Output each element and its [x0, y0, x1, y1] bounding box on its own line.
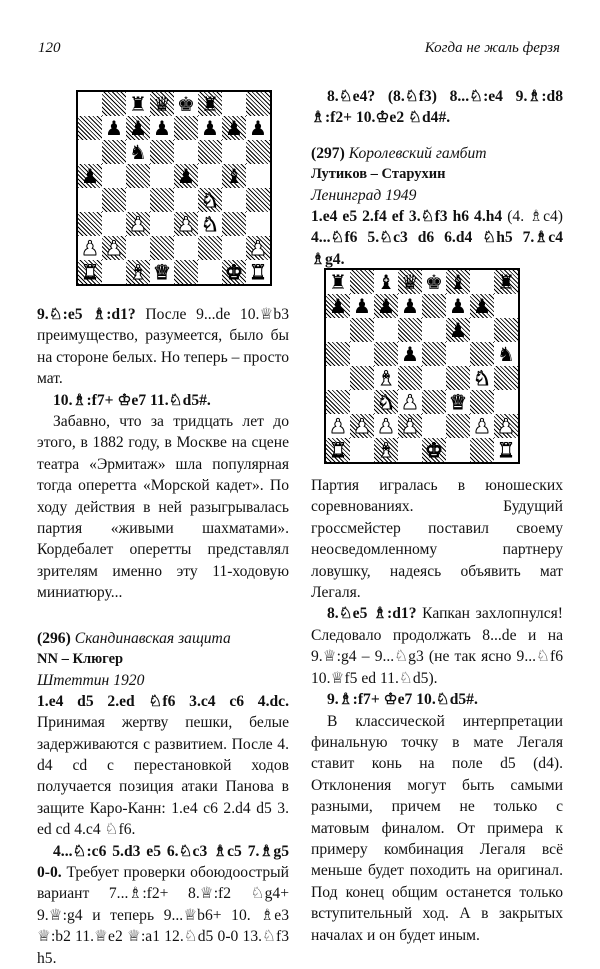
board-square [374, 366, 398, 390]
board-square [198, 260, 222, 284]
board-square [222, 236, 246, 260]
white-pawn-icon: ♟ [353, 414, 371, 438]
board-square [78, 188, 102, 212]
board-square [470, 294, 494, 318]
paragraph [311, 689, 563, 710]
board-square [198, 92, 222, 116]
board-square [374, 414, 398, 438]
board-square [174, 116, 198, 140]
board-square [446, 318, 470, 342]
board-square [126, 236, 150, 260]
board-square [198, 116, 222, 140]
move-sequence: 1.e4 e5 2.f4 ef 3.♘f3 h6 4.h4 [311, 207, 503, 225]
board-square [102, 236, 126, 260]
white-pawn-icon: ♟ [177, 212, 195, 236]
commentary: После 9...de 10.♕b3 преимущество, разумеется, было бы на стороне белых. Но теперь – просто мат. [37, 306, 289, 388]
paragraph [311, 86, 563, 129]
white-pawn-icon: ♟ [249, 236, 267, 260]
board-square [102, 260, 126, 284]
board-square [150, 260, 174, 284]
black-queen-icon: ♛ [153, 92, 171, 116]
paragraph: Забавно, что за тридцать лет до этого, в 1882 году, в Москве на сцене театра «Эрмитаж» шла популярная тогда оперетта «Морской кадет». По ходу действия в ней разыгрывалась партия «живыми шахматами». Кордебалет оперетты представлял зрителям именно эту 11-ходовую миниатюру... [37, 413, 289, 602]
board-square [150, 188, 174, 212]
white-pawn-icon: ♟ [497, 414, 515, 438]
players: Лутиков – Старухин [311, 165, 446, 182]
white-pawn-icon: ♟ [473, 414, 491, 438]
board-square [222, 212, 246, 236]
white-bishop-icon: ♝ [377, 438, 395, 462]
board-square [398, 270, 422, 294]
paragraph [37, 304, 289, 390]
board-square [246, 92, 270, 116]
board-square [198, 164, 222, 188]
white-bishop-icon: ♝ [377, 366, 395, 390]
move-sequence: 9.♗:f7+ ♔e7 10.♘d5#. [327, 691, 478, 709]
commentary: (4. ♗c4) [502, 207, 563, 225]
black-pawn-icon: ♟ [201, 116, 219, 140]
white-knight-icon: ♞ [473, 366, 491, 390]
board-square [126, 164, 150, 188]
board-square [446, 390, 470, 414]
white-rook-icon: ♜ [249, 260, 267, 284]
board-square [246, 140, 270, 164]
board-square [102, 188, 126, 212]
board-square [246, 188, 270, 212]
board-square [446, 294, 470, 318]
white-knight-icon: ♞ [377, 390, 395, 414]
black-pawn-icon: ♟ [329, 294, 347, 318]
board-square [246, 236, 270, 260]
board-square [222, 188, 246, 212]
board-square [102, 164, 126, 188]
board-square [222, 92, 246, 116]
black-pawn-icon: ♟ [81, 164, 99, 188]
black-pawn-icon: ♟ [449, 318, 467, 342]
board-square [174, 212, 198, 236]
board-square [494, 342, 518, 366]
game-number: (296) [37, 629, 71, 647]
black-rook-icon: ♜ [497, 270, 515, 294]
white-pawn-icon: ♟ [377, 414, 395, 438]
board-square [174, 260, 198, 284]
board-square [174, 188, 198, 212]
board-square [398, 294, 422, 318]
board-square [78, 140, 102, 164]
move-sequence: 10.♗:f7+ ♔e7 11.♘d5#. [53, 391, 211, 409]
board-square [102, 92, 126, 116]
board-square [374, 390, 398, 414]
white-rook-icon: ♜ [329, 438, 347, 462]
black-queen-icon: ♛ [401, 270, 419, 294]
move-sequence: 1.e4 d5 2.ed ♘f6 3.c4 c6 4.dc. [37, 692, 289, 710]
board-square [470, 414, 494, 438]
board-square [422, 438, 446, 462]
white-king-icon: ♚ [425, 438, 443, 462]
white-pawn-icon: ♟ [105, 236, 123, 260]
black-pawn-icon: ♟ [225, 116, 243, 140]
board-square [350, 294, 374, 318]
black-pawn-icon: ♟ [153, 116, 171, 140]
board-square [326, 414, 350, 438]
board-square [78, 212, 102, 236]
game-place: Ленинград 1949 [311, 186, 417, 204]
white-knight-icon: ♞ [201, 212, 219, 236]
white-pawn-icon: ♟ [401, 390, 419, 414]
board-square [126, 92, 150, 116]
board-square [246, 212, 270, 236]
page-number: 120 [38, 40, 61, 56]
black-pawn-icon: ♟ [449, 294, 467, 318]
board-square [78, 116, 102, 140]
white-pawn-icon: ♟ [81, 236, 99, 260]
paragraph [37, 691, 289, 841]
board-square [198, 140, 222, 164]
board-square [78, 236, 102, 260]
board-square [326, 294, 350, 318]
board-square [326, 270, 350, 294]
black-king-icon: ♚ [425, 270, 443, 294]
black-pawn-icon: ♟ [177, 164, 195, 188]
board-square [446, 270, 470, 294]
board-square [198, 236, 222, 260]
board-square [222, 164, 246, 188]
board-square [174, 140, 198, 164]
players: NN – Клюгер [37, 650, 124, 667]
board-square [222, 140, 246, 164]
black-pawn-icon: ♟ [401, 342, 419, 366]
game-number: (297) [311, 144, 345, 162]
white-bishop-icon: ♝ [129, 260, 147, 284]
paragraph: Партия игралась в юношеских соревнованиях. Будущий гроссмейстер поставил своему неосведомленному партнеру ловушку, надеясь объявить мат Легаля. [311, 477, 563, 602]
board-square [398, 414, 422, 438]
board-square [494, 414, 518, 438]
board-square [78, 260, 102, 284]
board-square [422, 270, 446, 294]
paragraph [37, 841, 289, 969]
board-square [198, 212, 222, 236]
chess-diagram-1 [76, 90, 272, 286]
board-square [326, 438, 350, 462]
white-knight-icon: ♞ [201, 188, 219, 212]
move-sequence: 4...♘f6 5.♘c3 d6 6.d4 ♘h5 7.♗c4 ♗g4. [311, 229, 563, 268]
board-square [398, 342, 422, 366]
board-square [494, 438, 518, 462]
black-king-icon: ♚ [177, 92, 195, 116]
board-square [150, 140, 174, 164]
board-square [102, 140, 126, 164]
board-square [198, 188, 222, 212]
move-sequence: 8.♘e5 ♗:d1? [327, 605, 417, 623]
board-square [174, 92, 198, 116]
board-square [78, 92, 102, 116]
board-square [494, 270, 518, 294]
black-pawn-icon: ♟ [377, 294, 395, 318]
commentary: Принимая жертву пешки, белые задерживаются с развитием. После 4. d4 cd с перестановкой ходов получается позиция атаки Панова в защите Каро-Канн: 1.e4 c6 2.d4 d5 3. ed cd 4.c4 ♘f6. [37, 714, 289, 839]
board-square [470, 366, 494, 390]
board-square [102, 116, 126, 140]
black-knight-icon: ♞ [129, 140, 147, 164]
paragraph [311, 206, 563, 270]
white-rook-icon: ♜ [497, 438, 515, 462]
board-square [174, 164, 198, 188]
commentary: Требует проверки обоюдоострый вариант 7...♗:f2+ 8.♕:f2 ♘g4+ 9.♕:g4 и теперь 9...♕b6+ 10. ♗e3 ♕:b2 11.♕e2 ♕:a1 12.♘d5 0-0 13.♘f3 h5. [37, 863, 289, 967]
black-knight-icon: ♞ [497, 342, 515, 366]
game-place: Штеттин 1920 [37, 671, 145, 689]
right-column [311, 86, 563, 946]
board-square [174, 236, 198, 260]
board-square [150, 92, 174, 116]
board-square [246, 260, 270, 284]
white-pawn-icon: ♟ [129, 212, 147, 236]
white-queen-icon: ♛ [153, 260, 171, 284]
board-square [246, 116, 270, 140]
board-square [398, 390, 422, 414]
board-square [126, 188, 150, 212]
black-pawn-icon: ♟ [401, 294, 419, 318]
black-rook-icon: ♜ [201, 92, 219, 116]
board-square [126, 260, 150, 284]
white-king-icon: ♚ [225, 260, 243, 284]
board-square [374, 270, 398, 294]
board-square [126, 212, 150, 236]
board-square [150, 212, 174, 236]
move-sequence: 8.♘e4? (8.♘f3) 8...♘:e4 9.♗:d8 ♗:f2+ 10.♔e2 ♘d4#. [311, 88, 563, 127]
black-pawn-icon: ♟ [249, 116, 267, 140]
black-bishop-icon: ♝ [449, 270, 467, 294]
board-square [374, 438, 398, 462]
commentary: Капкан захлопнулся! Следовало продолжать 8...de и на 9.♕:g4 – 9...♘g3 (не так ясно 9...♘f6 10.♕f5 ed 11.♘d5). [311, 605, 563, 687]
board-square [78, 164, 102, 188]
black-rook-icon: ♜ [129, 92, 147, 116]
opening-name: Скандинавская защита [74, 629, 231, 647]
game-heading [311, 143, 563, 164]
black-bishop-icon: ♝ [225, 164, 243, 188]
white-pawn-icon: ♟ [401, 414, 419, 438]
left-column [37, 304, 289, 969]
board-square [222, 260, 246, 284]
white-rook-icon: ♜ [81, 260, 99, 284]
game-heading [37, 628, 289, 649]
black-pawn-icon: ♟ [105, 116, 123, 140]
board-square [150, 164, 174, 188]
running-title: Когда не жаль ферзя [424, 40, 560, 56]
board-square [126, 116, 150, 140]
move-sequence: 4...♘:c6 5.d3 e5 6.♘c3 ♗c5 7.♗g5 0-0. [37, 842, 289, 881]
black-pawn-icon: ♟ [353, 294, 371, 318]
white-queen-icon: ♛ [449, 390, 467, 414]
paragraph [311, 603, 563, 689]
board-square [374, 294, 398, 318]
board-square [246, 164, 270, 188]
move-sequence: 9.♘:e5 ♗:d1? [37, 306, 136, 323]
board-square [350, 414, 374, 438]
black-pawn-icon: ♟ [473, 294, 491, 318]
opening-name: Королевский гамбит [348, 144, 487, 162]
board-square [150, 116, 174, 140]
board-square [150, 236, 174, 260]
white-pawn-icon: ♟ [329, 414, 347, 438]
black-pawn-icon: ♟ [129, 116, 147, 140]
board-square [126, 140, 150, 164]
board-square [102, 212, 126, 236]
board-square [222, 116, 246, 140]
paragraph: В классической интерпретации финальную точку в мате Легаля ставит конь на поле d5 (d4). Отклонения могут быть самыми разными, причем не только с матовым финалом. От примера к примеру комбинация Легаля всё меньше будет походить на оригинал. Под конец общим останется только вступительный ход. А в закрытых началах и он будет иным. [311, 712, 563, 944]
paragraph [37, 390, 289, 411]
black-rook-icon: ♜ [329, 270, 347, 294]
black-bishop-icon: ♝ [377, 270, 395, 294]
